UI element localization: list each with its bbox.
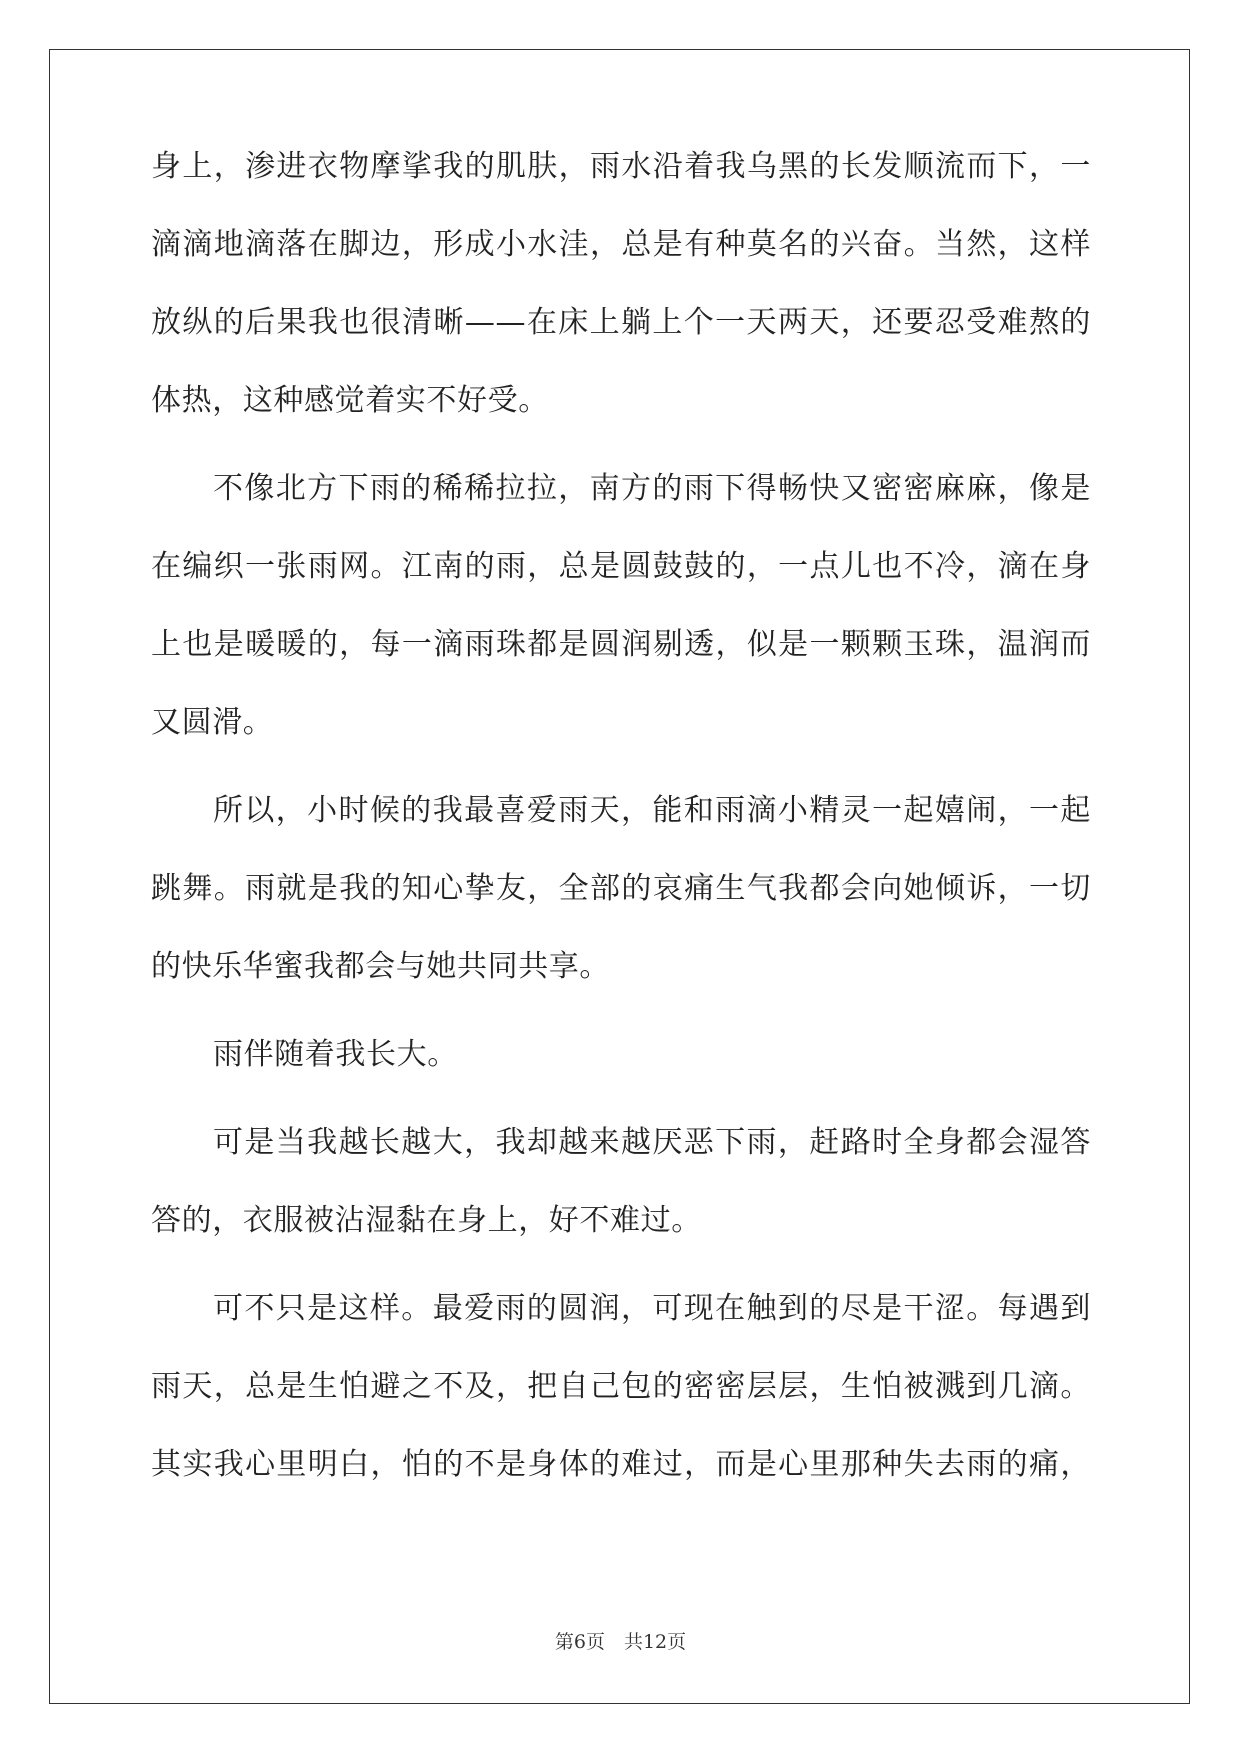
- text-line: 放纵的后果我也很清晰——在床上躺上个一天两天，还要忍受难熬的: [151, 305, 1091, 340]
- text-line: 的快乐华蜜我都会与她共同共享。: [151, 949, 610, 984]
- text-line: 跳舞。雨就是我的知心挚友，全部的哀痛生气我都会向她倾诉，一切: [151, 871, 1091, 906]
- paragraph-start-line: 雨伴随着我长大。: [213, 1037, 458, 1072]
- paragraph-start-line: 可不只是这样。最爱雨的圆润，可现在触到的尽是干涩。每遇到: [213, 1291, 1091, 1326]
- text-line: 其实我心里明白，怕的不是身体的难过，而是心里那种失去雨的痛，: [151, 1447, 1091, 1482]
- text-line: 雨天，总是生怕避之不及，把自己包的密密层层，生怕被溅到几滴。: [151, 1369, 1091, 1404]
- paragraph-start-line: 所以，小时候的我最喜爱雨天，能和雨滴小精灵一起嬉闹，一起: [213, 793, 1091, 828]
- text-line: 在编织一张雨网。江南的雨，总是圆鼓鼓的，一点儿也不冷，滴在身: [151, 549, 1091, 584]
- text-line: 又圆滑。: [151, 705, 274, 740]
- text-line: 答的，衣服被沾湿黏在身上，好不难过。: [151, 1203, 702, 1238]
- text-line: 上也是暖暖的，每一滴雨珠都是圆润剔透，似是一颗颗玉珠，温润而: [151, 627, 1091, 662]
- text-line: 体热，这种感觉着实不好受。: [151, 383, 549, 418]
- paragraph-start-line: 不像北方下雨的稀稀拉拉，南方的雨下得畅快又密密麻麻，像是: [213, 471, 1091, 506]
- text-line: 身上，渗进衣物摩挲我的肌肤，雨水沿着我乌黑的长发顺流而下，一: [151, 149, 1091, 184]
- paragraph-start-line: 可是当我越长越大，我却越来越厌恶下雨，赶路时全身都会湿答: [213, 1125, 1091, 1160]
- page-number-footer: 第6页 共12页: [554, 1631, 687, 1653]
- text-line: 滴滴地滴落在脚边，形成小水洼，总是有种莫名的兴奋。当然，这样: [151, 227, 1091, 262]
